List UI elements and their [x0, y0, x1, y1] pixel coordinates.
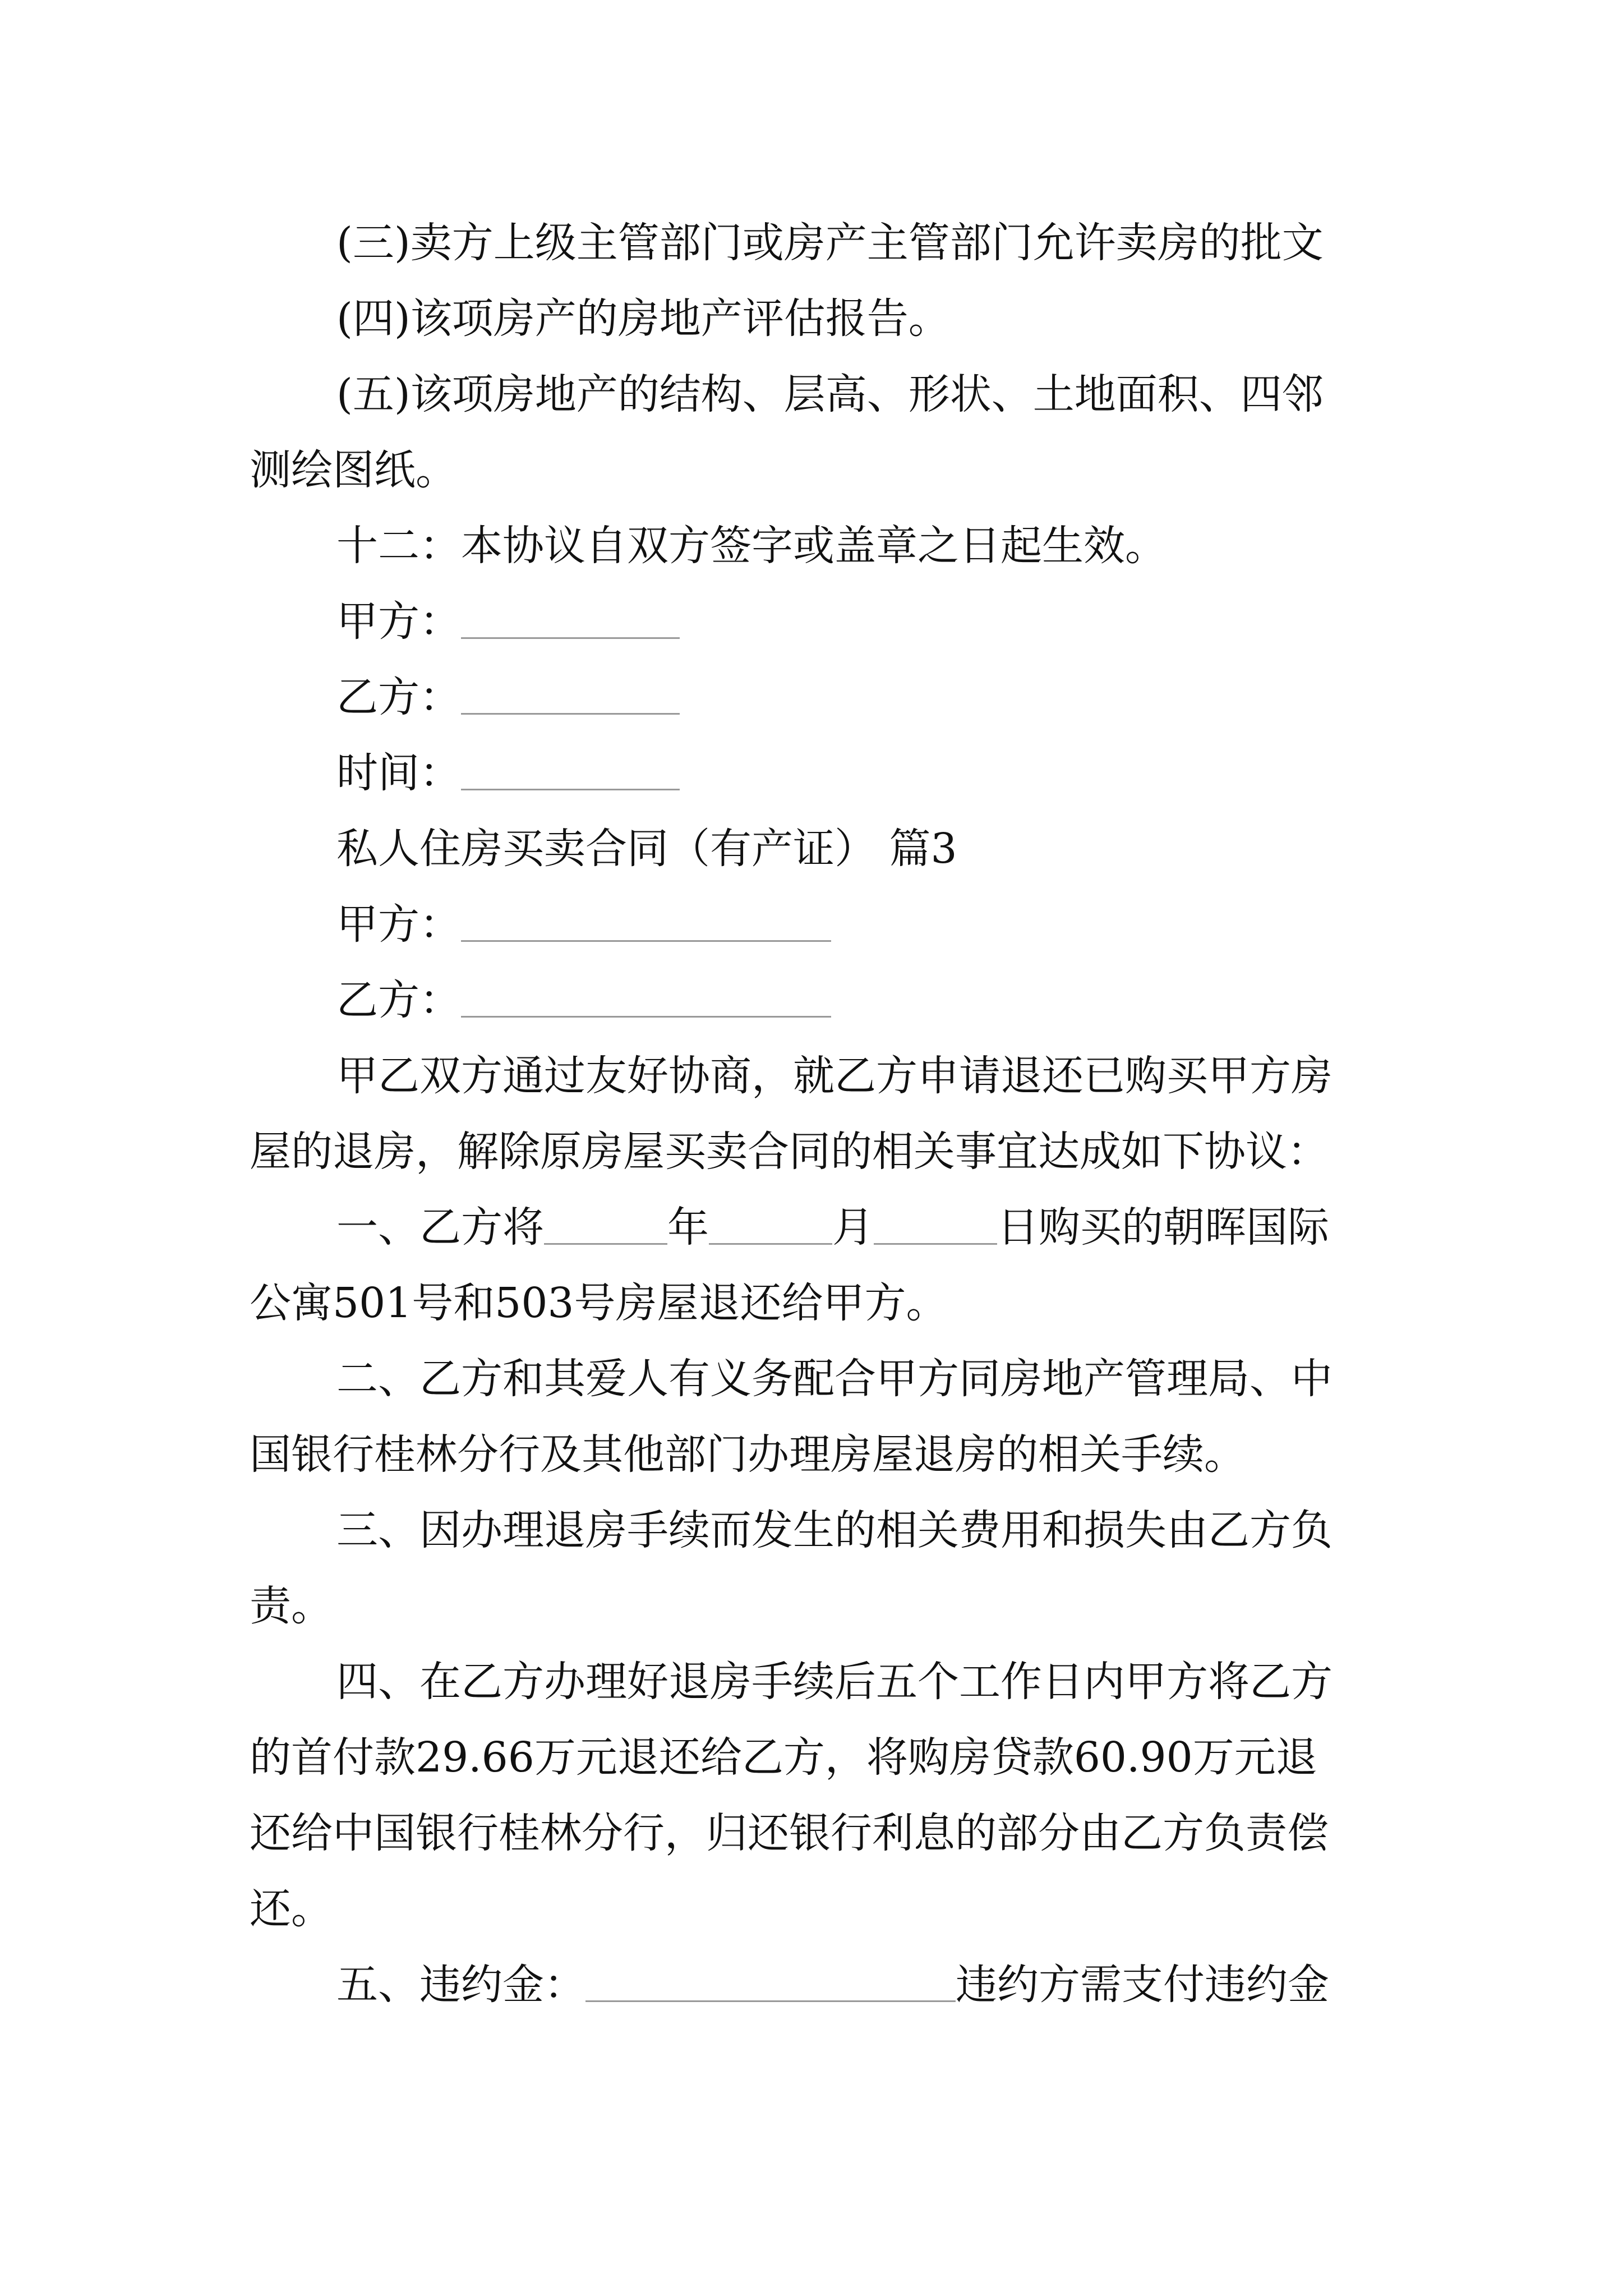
article-4-line-3: 还给中国银行桂林分行，归还银行利息的部分由乙方负责偿	[250, 1809, 1329, 1857]
article-5-line-1	[336, 1958, 1329, 2012]
clause-item-5: (五)该项房地产的结构、层高、形状、土地面积、四邻	[336, 370, 1324, 418]
party-a-blank	[461, 637, 680, 639]
party-a-line	[336, 898, 831, 951]
date-signature-line	[336, 746, 680, 800]
article-1-prefix: 一、乙方将	[336, 1203, 544, 1251]
party-a-label-2: 甲方：	[336, 900, 461, 949]
article-1-line-1	[336, 1200, 1329, 1254]
party-b-label: 乙方：	[336, 673, 461, 721]
year-blank	[544, 1243, 667, 1245]
party-a-blank-2	[461, 940, 831, 942]
date-label: 时间：	[336, 749, 461, 797]
clause-12: 十二：本协议自双方签字或盖章之日起生效。	[336, 522, 1166, 570]
penalty-blank	[585, 2000, 956, 2002]
clause-item-3: (三)卖方上级主管部门或房产主管部门允许卖房的批文	[336, 219, 1324, 267]
year-label: 年	[667, 1203, 709, 1251]
intro-paragraph-line-1: 甲乙双方通过友好协商，就乙方申请退还已购买甲方房	[336, 1052, 1332, 1100]
party-a-label: 甲方：	[336, 597, 461, 646]
article-3-line-2: 责。	[250, 1582, 333, 1630]
article-5-prefix: 五、违约金：	[336, 1961, 585, 2009]
day-blank	[874, 1243, 997, 1245]
party-b-signature-line	[336, 670, 680, 724]
party-a-signature-line	[336, 595, 680, 648]
intro-paragraph-line-2: 屋的退房，解除原房屋买卖合同的相关事宜达成如下协议：	[250, 1128, 1329, 1176]
month-blank	[709, 1243, 832, 1245]
party-b-label-2: 乙方：	[336, 976, 461, 1024]
article-2-line-1: 二、乙方和其爱人有义务配合甲方同房地产管理局、中	[336, 1355, 1332, 1403]
article-1-line-2: 公寓501号和503号房屋退还给甲方。	[250, 1279, 948, 1327]
article-1-suffix: 日购买的朝晖国际	[997, 1203, 1329, 1251]
party-b-blank-2	[461, 1016, 831, 1018]
clause-item-5-cont: 测绘图纸。	[250, 446, 457, 494]
article-4-line-1: 四、在乙方办理好退房手续后五个工作日内甲方将乙方	[336, 1658, 1332, 1706]
article-3-line-1: 三、因办理退房手续而发生的相关费用和损失由乙方负	[336, 1506, 1332, 1554]
party-b-line	[336, 973, 831, 1027]
clause-item-4: (四)该项房产的房地产评估报告。	[336, 295, 950, 343]
article-2-line-2: 国银行桂林分行及其他部门办理房屋退房的相关手续。	[250, 1430, 1246, 1479]
article-5-suffix: 违约方需支付违约金	[956, 1961, 1329, 2009]
article-4-line-4: 还。	[250, 1885, 333, 1933]
date-blank	[461, 789, 680, 790]
section-title: 私人住房买卖合同（有产证） 篇3	[336, 825, 957, 873]
month-label: 月	[832, 1203, 874, 1251]
party-b-blank	[461, 713, 680, 715]
article-4-line-2: 的首付款29.66万元退还给乙方，将购房贷款60.90万元退	[250, 1733, 1317, 1782]
